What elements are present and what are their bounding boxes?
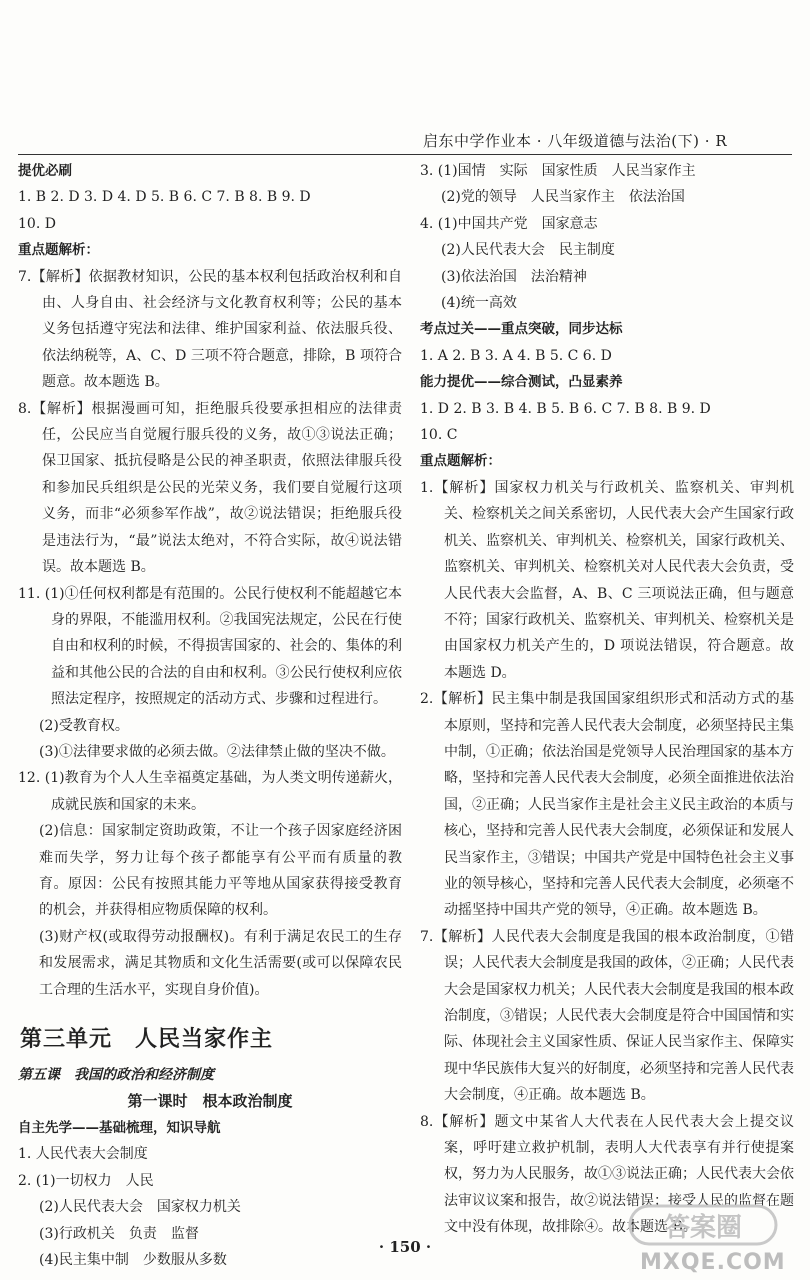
lesson-title: 第五课 我国的政治和经济制度 [18, 1067, 214, 1083]
answer-key-row: 1. D 2. B 3. B 4. B 5. B 6. C 7. B 8. B 9. D [420, 400, 711, 417]
watermark-logo [628, 1200, 778, 1248]
knowledge-item: (3)依法治国 法治精神 [441, 268, 587, 285]
answer-key-row: 1. B 2. D 3. D 4. D 5. B 6. C 7. B 8. B 9. D [18, 189, 311, 206]
answer-q11-part2: (2)受教育权。 [39, 717, 129, 734]
explanation-r1: 1.【解析】国家权力机关与行政机关、监察机关、审判机关、检察机关之间关系密切，人民代表大会产生国家行政机关、监察机关、审判机关、检察机关，国家行政机关、监察机关、审判机关、检察机关对人民代表大会负责，受人民代表大会监督，A、B、C 三项说法正确，但与题意不符；国家行政机关、监察机关、审判机关、检察机关是由国家权力机关产生的，D 项说法错误，符合题意。故本题选 D。 [420, 479, 794, 681]
answer-key-row: 10. C [420, 427, 458, 444]
knowledge-item: 3. (1)国情 实际 国家性质 人民当家作主 [420, 163, 696, 179]
running-header: 启东中学作业本 · 八年级道德与法治(下) · R [423, 132, 728, 150]
watermark-url: MXQE.COM [640, 1250, 786, 1275]
knowledge-item: 1. 人民代表大会制度 [18, 1146, 148, 1163]
unit-title: 第三单元 人民当家作主 [20, 1027, 274, 1052]
answer-key-row: 10. D [18, 215, 56, 232]
explanation-q8: 8.【解析】根据漫画可知，拒绝服兵役要承担相应的法律责任，公民应当自觉履行服兵役的义务，故①③说法正确；保卫国家、抵抗侵略是公民的神圣职责，依照法律服兵役和参加民兵组织是公民的光荣义务，我们要自觉履行这项义务，而非“必须参军作战”，故②说法错误；拒绝服兵役是违法行为，“最”说法太绝对，不符合实际，故④说法错误。故本题选 B。 [18, 400, 402, 576]
knowledge-item: (2)人民代表大会 国家权力机关 [39, 1199, 241, 1216]
header-rule [18, 154, 792, 155]
explanation-r7: 7.【解析】人民代表大会制度是我国的根本政治制度，①错误；人民代表大会制度是我国的政体，②正确；人民代表大会是国家权力机关；人民代表大会制度是我国的根本政治制度，③错误；人民代表大会制度是符合中国国情和实际、体现社会主义国家性质、保证人民当家作主、保障实现中华民族伟大复兴的好制度，必须坚持和完善人民代表大会制度，④正确。故本题选 B。 [420, 928, 794, 1104]
knowledge-item: (4)民主集中制 少数服从多数 [39, 1252, 227, 1269]
left-column [18, 158, 402, 1273]
knowledge-item: 2. (1)一切权力 人民 [18, 1172, 154, 1189]
answer-q12-part3: (3)财产权(或取得劳动报酬权)。有利于满足农民工的生存和发展需求，满足其物质和文化生活需要(或可以保障农民工合理的生活水平，实现自身价值)。 [39, 928, 402, 998]
page-number: · 150 · [378, 1238, 432, 1256]
watermark-logo-text: 答案圈 [663, 1213, 743, 1243]
answer-key-row: 1. A 2. B 3. A 4. B 5. C 6. D [420, 347, 612, 364]
knowledge-item: (2)人民代表大会 民主制度 [441, 242, 615, 259]
right-column [420, 158, 794, 1241]
section-title-checkpoint: 考点过关——重点突破，同步达标 [420, 321, 623, 338]
knowledge-item: 4. (1)中国共产党 国家意志 [420, 215, 598, 232]
explanation-q7: 7.【解析】依据教材知识，公民的基本权利包括政治权利和自由、人身自由、社会经济与文化教育权利等；公民的基本义务包括遵守宪法和法律、维护国家利益、依法服兵役、依法纳税等，A、C、D 三项不符合题意，排除，B 项符合题意。故本题选 B。 [18, 268, 402, 391]
explanation-r8: 8.【解析】题文中某省人大代表在人民代表大会上提交议案，呼吁建立救护机制，表明人大代表享有并行使提案权，努力为人民服务，故①③说法正确；人民代表大会依法审议议案和报告，故②说法错误；接受人民的监督在题文中没有体现，故排除④。故本题选 B。 [420, 1113, 794, 1236]
key-analysis-label: 重点题解析： [420, 453, 501, 470]
knowledge-item: (2)党的领导 人民当家作主 依法治国 [441, 189, 685, 206]
section-title-practice: 提优必刷 [18, 163, 72, 179]
knowledge-item: (4)统一高效 [441, 295, 517, 312]
answer-q12-part1: 12. (1)教育为个人人生幸福奠定基础，为人类文明传递薪火，成就民族和国家的未来。 [18, 770, 402, 813]
explanation-r2: 2.【解析】民主集中制是我国国家组织形式和活动方式的基本原则，坚持和完善人民代表大会制度，必须坚持民主集中制，①正确；依法治国是党领导人民治理国家的基本方略，坚持和完善人民代表大会制度，必须全面推进依法治国，②正确；人民当家作主是社会主义民主政治的本质与核心，坚持和完善人民代表大会制度，必须保证和发展人民当家作主，③错误；中国共产党是中国特色社会主义事业的领导核心，坚持和完善人民代表大会制度，必须毫不动摇坚持中国共产党的领导，④正确。故本题选 B。 [420, 691, 794, 919]
section-title-self-study: 自主先学——基础梳理，知识导航 [18, 1120, 221, 1136]
key-analysis-label: 重点题解析： [18, 242, 99, 259]
knowledge-item: (3)行政机关 负责 监督 [39, 1225, 199, 1242]
answer-q11-part3: (3)①法律要求做的必须去做。②法律禁止做的坚决不做。 [39, 743, 395, 760]
answer-q11-part1: 11. (1)①任何权利都是有范围的。公民行使权利不能超越它本身的界限，不能滥用权利。②我国宪法规定，公民在行使自由和权利的时候，不得损害国家的、社会的、集体的利益和其他公民的合法的自由和权利。③公民行使权利应依照法定程序，按照规定的活动方式、步骤和过程进行。 [18, 585, 402, 708]
answer-q12-part2: (2)信息：国家制定资助政策，不让一个孩子因家庭经济困难而失学，努力让每个孩子都能享有公平而有质量的教育。原因：公民有按照其能力平等地从国家获得接受教育的机会，并获得相应物质保障的权利。 [39, 823, 402, 919]
section-title-ability: 能力提优——综合测试，凸显素养 [420, 374, 623, 391]
period-title: 第一课时 根本政治制度 [127, 1092, 293, 1110]
